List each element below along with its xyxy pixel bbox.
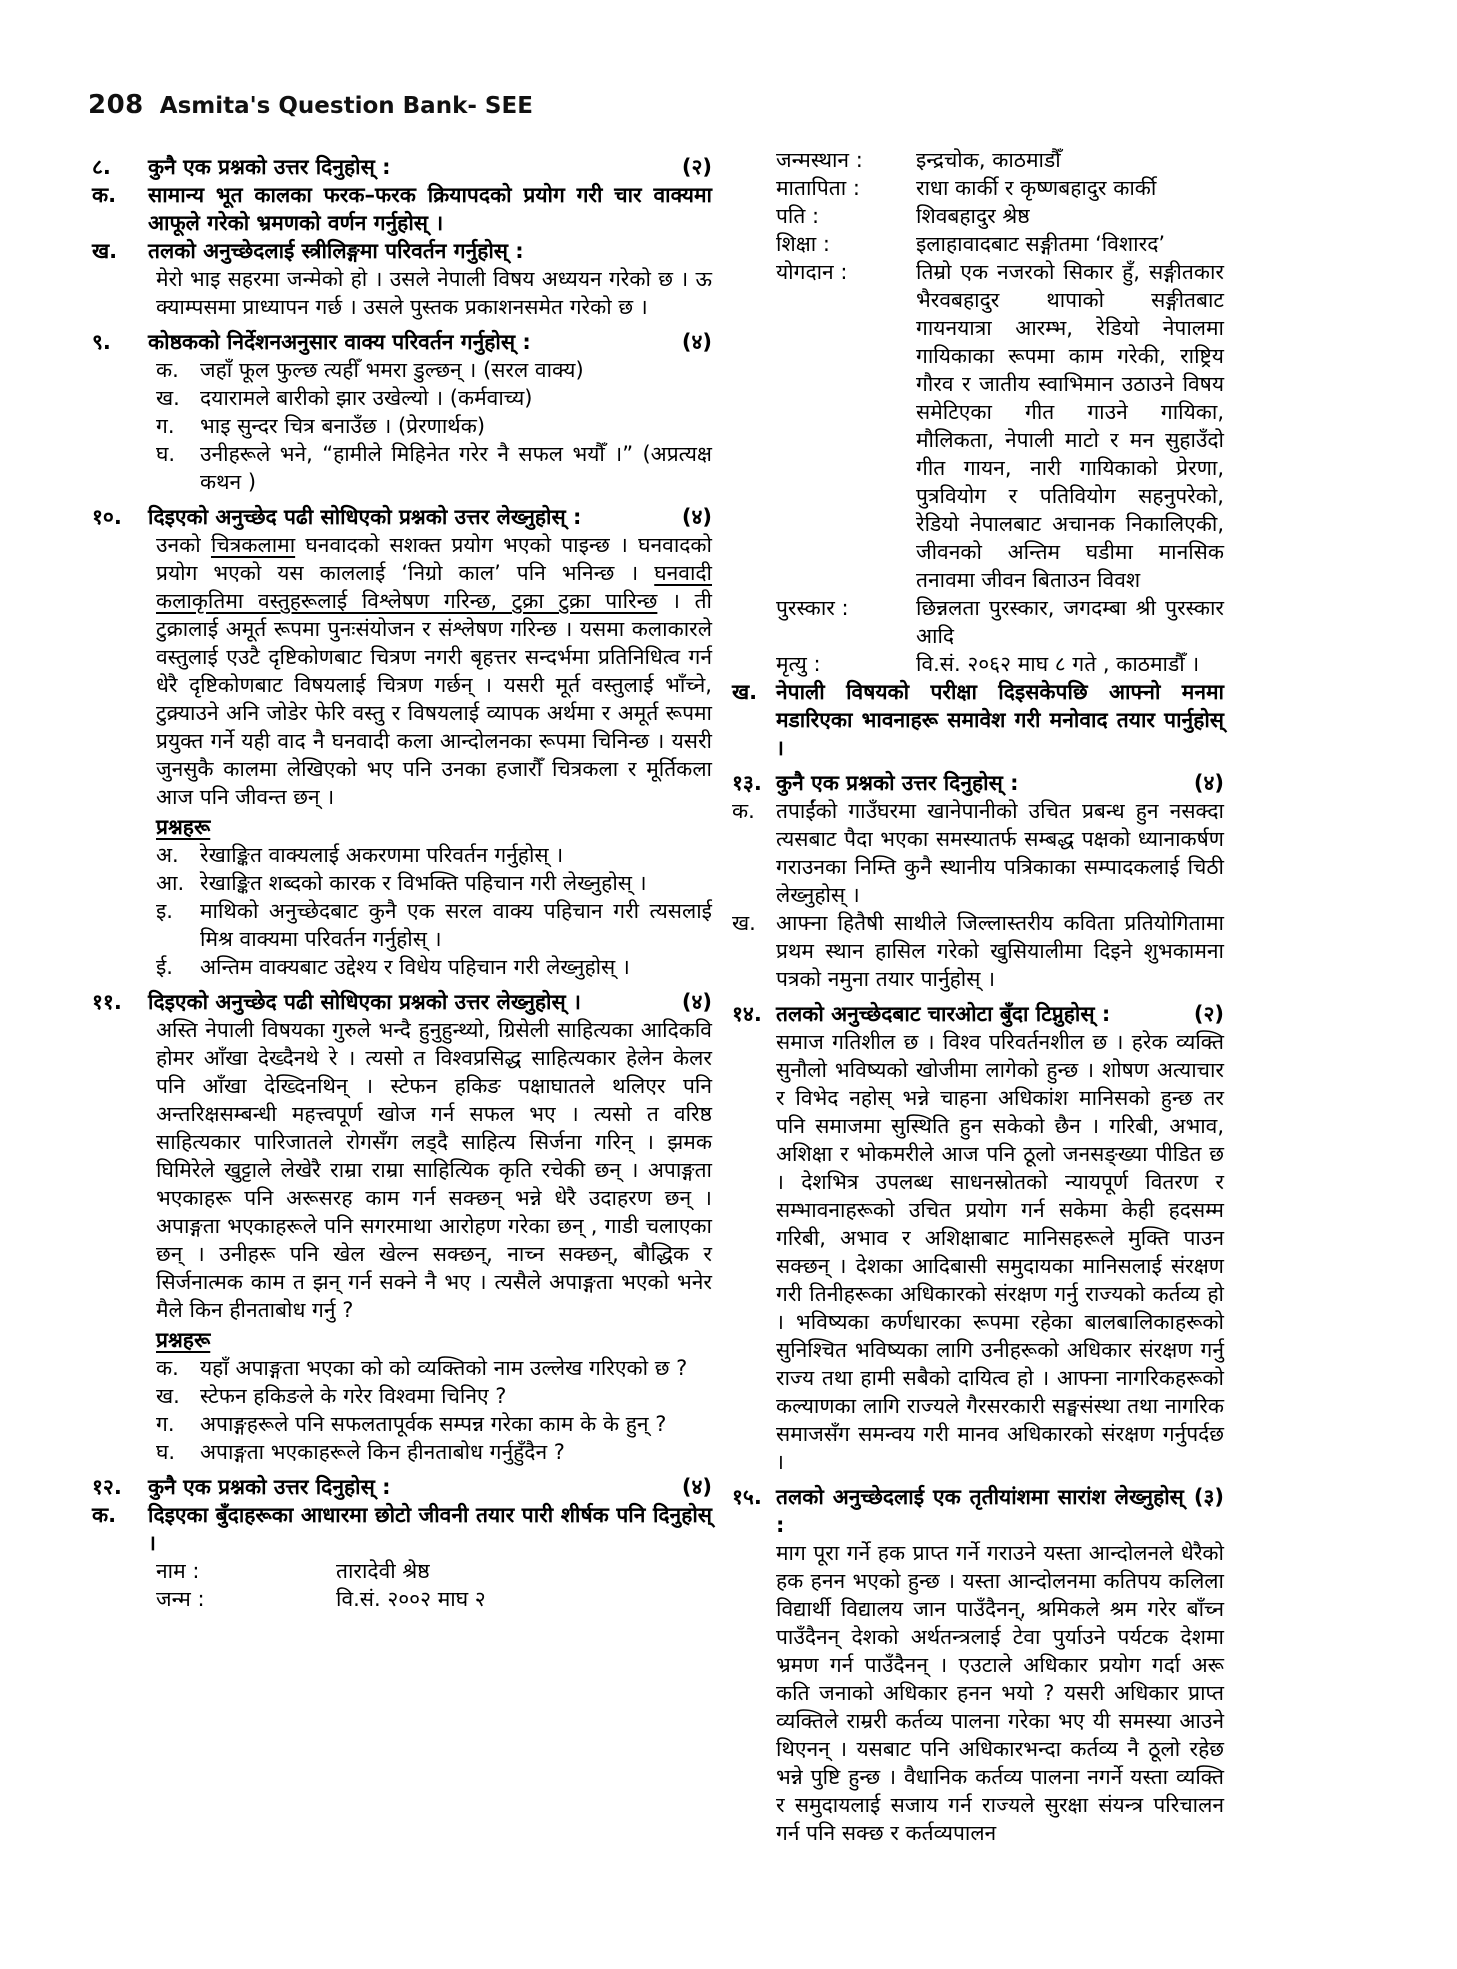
item-text: तलको अनुच्छेदलाई स्त्रीलिङ्गमा परिवर्तन गर्नुहोस् : (148, 239, 524, 263)
question-heading (730, 769, 1224, 797)
item-text: उनीहरूले भने, “हामीले मिहिनेत गरेर नै सफल भयौँ ।” (अप्रत्यक्ष कथन ) (200, 442, 712, 494)
page-header (0, 0, 1457, 120)
question-marks: (४) (681, 990, 712, 1014)
alt-question (84, 181, 712, 237)
bio-label: पति : (776, 204, 820, 228)
bio-value: छिन्नलता पुरस्कार, जगदम्बा श्री पुरस्कार आदि (916, 596, 1224, 648)
item-text: अपाङ्गहरूले पनि सफलतापूर्वक सम्पन्न गरेका काम के के हुन् ? (200, 1412, 667, 1436)
question-marks: (३) (1193, 1485, 1224, 1509)
question-number: १०. (92, 505, 122, 529)
item-label: ई. (156, 955, 173, 979)
question-title: कोष्ठकको निर्देशनअनुसार वाक्य परिवर्तन गर्नुहोस् : (148, 330, 531, 354)
bio-value: वि.सं. २०६२ माघ ८ गते , काठमाडौँ । (916, 652, 1200, 676)
item-label: घ. (156, 442, 176, 466)
page-number: 208 (88, 90, 144, 120)
bio-row (776, 230, 1224, 258)
bio-label: जन्म : (156, 1587, 205, 1611)
question-title: तलको अनुच्छेदबाट चारओटा बुँदा टिप्नुहोस् : (776, 1002, 1111, 1026)
left-column (84, 146, 712, 1613)
question-number: ९. (92, 330, 111, 354)
bio-label: मृत्यु : (776, 652, 821, 676)
question-heading (730, 1483, 1224, 1539)
passage-text: मेरो भाइ सहरमा जन्मेको हो । उसले नेपाली विषय अध्ययन गरेको छ । ऊ क्याम्पसमा प्राध्यापन गर्छ । उसले पुस्तक प्रकाशनसमेत गरेको छ । (156, 267, 712, 319)
item-label: ग. (156, 414, 175, 438)
item-label: क. (156, 358, 179, 382)
question-marks: (२) (681, 155, 712, 179)
item-text: भाइ सुन्दर चित्र बनाउँछ । (प्रेरणार्थक) (200, 414, 486, 438)
sub-question (156, 356, 712, 384)
question-heading (84, 153, 712, 181)
passage-text: समाज गतिशील छ । विश्व परिवर्तनशील छ । हरेक व्यक्ति सुनौलो भविष्यको खोजीमा लागेको हुन्छ । शोषण अत्याचार र विभेद नहोस् भन्ने चाहना अधिकांश मानिसको हुन्छ तर पनि समाजमा सुस्थिति हुन सकेको छैन । गरिबी, अभाव, अशिक्षा र भोकमरीले आज पनि ठूलो जनसङ्ख्या पीडित छ । देशभित्र उपलब्ध साधनस्रोतको न्यायपूर्ण वितरण र सम्भावनाहरूको उचित प्रयोग गर्न सकेमा केही हदसम्म गरिबी, अभाव र अशिक्षाबाट मानिसहरूले मुक्ति पाउन सक्छन् । देशका आदिबासी समुदायका मानिसलाई संरक्षण गरी तिनीहरूका अधिकारको संरक्षण गर्नु राज्यको कर्तव्य हो । भविष्यका कर्णधारका रूपमा रहेका बालबालिकाहरूको सुनिश्चित भविष्यका लागि उनीहरूको अधिकार संरक्षण गर्नु राज्य तथा हामी सबैको दायित्व हो । आफ्ना नागरिकहरूको कल्याणका लागि राज्यले गैरसरकारी सङ्घसंस्था तथा नागरिक समाजसँग समन्वय गरी मानव अधिकारको संरक्षण गर्नुपर्दछ । (776, 1030, 1224, 1474)
book-title: Asmita's Question Bank- SEE (159, 93, 533, 119)
questions-label: प्रश्नहरू (156, 815, 211, 839)
item-text: दिइएका बुँदाहरूका आधारमा छोटो जीवनी तयार पारी शीर्षक पनि दिनुहोस् । (148, 1503, 712, 1555)
item-text: जहाँ फूल फुल्छ त्यहीँ भमरा डुल्छन् । (सरल वाक्य) (200, 358, 584, 382)
question-marks: (४) (681, 1475, 712, 1499)
passage (776, 1539, 1224, 1847)
bio-label: मातापिता : (776, 176, 860, 200)
question-marks: (२) (1193, 1002, 1224, 1026)
bio-value: इलाहावादबाट सङ्गीतमा ‘विशारद’ (916, 232, 1166, 256)
item-text: यहाँ अपाङ्गता भएका को को व्यक्तिको नाम उल्लेख गरिएको छ ? (200, 1356, 688, 1380)
item-label: ख. (156, 386, 180, 410)
passage-text: अस्ति नेपाली विषयका गुरुले भन्दै हुनुहुन्थ्यो, ग्रिसेली साहित्यका आदिकवि होमर आँखा देख्दैनथे रे । त्यसो त विश्वप्रसिद्ध साहित्यकार हेलेन केलर पनि आँखा देख्दिनथिन् । स्टेफन हकिङ पक्षाघातले थलिएर पनि अन्तरिक्षसम्बन्धी महत्त्वपूर्ण खोज गर्न सफल भए । त्यसो त वरिष्ठ साहित्यकार पारिजातले रोगसँग लड्दै साहित्य सिर्जना गरिन् । झमक घिमिरेले खुट्टाले लेखेरै राम्रा राम्रा साहित्यिक कृति रचेकी छन् । अपाङ्गता भएकाहरू पनि अरूसरह काम गर्न सक्छन् भन्ने धेरै उदाहरण छन् । अपाङ्गता भएकाहरूले पनि सगरमाथा आरोहण गरेका छन् , गाडी चलाएका छन् । उनीहरू पनि खेल खेल्न सक्छन्, नाच्न सक्छन्, बौद्धिक र सिर्जनात्मक काम त झन् गर्न सक्ने नै भए । त्यसैले अपाङ्गता भएको भनेर मैले किन हीनताबोध गर्नु ? (156, 1018, 712, 1322)
item-label: ख. (732, 911, 756, 935)
bio-row (156, 1557, 712, 1585)
question-number: ११. (92, 990, 122, 1014)
item-label: अ. (156, 843, 179, 867)
bio-row (776, 258, 1224, 594)
item-text: अपाङ्गता भएकाहरूले किन हीनताबोध गर्नुहुँदैन ? (200, 1440, 565, 1464)
alt-question (84, 1501, 712, 1557)
bio-value: राधा कार्की र कृष्णबहादुर कार्की (916, 176, 1157, 200)
question-heading (730, 1000, 1224, 1028)
question-title: कुनै एक प्रश्नको उत्तर दिनुहोस् : (148, 1475, 391, 1499)
item-text: तपाईंको गाउँघरमा खानेपानीको उचित प्रबन्ध हुन नसक्दा त्यसबाट पैदा भएका समस्यातर्फ सम्बद्ध पक्षको ध्यानाकर्षण गराउनका निम्ति कुनै स्थानीय पत्रिकाका सम्पादकलाई चिठी लेख्नुहोस् । (776, 799, 1224, 907)
question-title: कुनै एक प्रश्नको उत्तर दिनुहोस् : (776, 771, 1019, 795)
bio-value: तिम्रो एक नजरको सिकार हुँ, सङ्गीतकार भैरवबहादुर थापाको सङ्गीतबाट गायनयात्रा आरम्भ, रेडियो नेपालमा गायिकाका रूपमा काम गरेकी, राष्ट्रिय गौरव र जातीय स्वाभिमान उठाउने विषय समेटिएका गीत गाउने गायिका, मौलिकता, नेपाली माटो र मन सुहाउँदो गीत गायन, नारी गायिकाको प्रेरणा, पुत्रवियोग र पतिवियोग सहनुपरेको, रेडियो नेपालबाट अचानक निकालिएकी, जीवनको अन्तिम घडीमा मानसिक तनावमा जीवन बिताउन विवश (916, 260, 1224, 592)
sub-question (156, 384, 712, 412)
item-text: दयारामले बारीको झार उखेल्यो । (कर्मवाच्य) (200, 386, 533, 410)
sub-question (156, 897, 712, 953)
passage (776, 1028, 1224, 1476)
bio-label: शिक्षा : (776, 232, 830, 256)
item-text: अन्तिम वाक्यबाट उद्देश्य र विधेय पहिचान गरी लेख्नुहोस् । (200, 955, 630, 979)
item-label: क. (732, 799, 755, 823)
bio-row (776, 146, 1224, 174)
item-label: ख. (92, 239, 118, 263)
sub-question (730, 909, 1224, 993)
item-text: माथिको अनुच्छेदबाट कुनै एक सरल वाक्य पहिचान गरी त्यसलाई मिश्र वाक्यमा परिवर्तन गर्नुहोस् । (200, 899, 712, 951)
two-column-layout (0, 146, 1457, 1847)
question-heading (84, 988, 712, 1016)
question-marks: (४) (1193, 771, 1224, 795)
sub-question (156, 953, 712, 981)
item-label: क. (92, 183, 117, 207)
bio-value: शिवबहादुर श्रेष्ठ (916, 204, 1030, 228)
question-number: १५. (732, 1485, 762, 1509)
bio-row (776, 202, 1224, 230)
alt-question (84, 237, 712, 265)
underlined-text: चित्रकलामा (210, 533, 296, 557)
bio-row (156, 1585, 712, 1613)
item-text: स्टेफन हकिङले के गरेर विश्वमा चिनिए ? (200, 1384, 507, 1408)
question-heading (84, 503, 712, 531)
alt-question (730, 678, 1224, 762)
item-label: घ. (156, 1440, 176, 1464)
passage (156, 265, 712, 321)
item-label: क. (156, 1356, 179, 1380)
bio-value: तारादेवी श्रेष्ठ (336, 1559, 430, 1583)
item-label: क. (92, 1503, 117, 1527)
item-label: इ. (156, 899, 173, 923)
bio-row (776, 650, 1224, 678)
item-label: ग. (156, 1412, 175, 1436)
passage (156, 1016, 712, 1324)
sub-question (156, 869, 712, 897)
sub-question (156, 1354, 712, 1382)
bio-value: वि.सं. २००२ माघ २ (336, 1587, 486, 1611)
question-title: कुनै एक प्रश्नको उत्तर दिनुहोस् : (148, 155, 391, 179)
passage-text: घनवादको सशक्त प्रयोग भएको पाइन्छ । घनवादको प्रयोग भएको यस काललाई ‘निग्रो काल’ पनि भनिन्छ । (156, 533, 712, 585)
question-number: १४. (732, 1002, 762, 1026)
sub-question (156, 412, 712, 440)
item-label: आ. (156, 871, 185, 895)
sub-question (156, 1382, 712, 1410)
bio-label: योगदान : (776, 260, 848, 284)
item-text: आफ्ना हितैषी साथीले जिल्लास्तरीय कविता प्रतियोगितामा प्रथम स्थान हासिल गरेको खुसियालीमा दिइने शुभकामना पत्रको नमुना तयार पार्नुहोस् । (776, 911, 1224, 991)
bio-label: जन्मस्थान : (776, 148, 863, 172)
questions-label: प्रश्नहरू (156, 1328, 211, 1352)
question-number: १२. (92, 1475, 122, 1499)
item-text: सामान्य भूत कालका फरक–फरक क्रियापदको प्रयोग गरी चार वाक्यमा आफूले गरेको भ्रमणको वर्णन गर्नुहोस् । (148, 183, 712, 235)
bio-label: पुरस्कार : (776, 596, 849, 620)
passage-text: । ती टुक्रालाई अमूर्त रूपमा पुनःसंयोजन र संश्लेषण गरिन्छ । यसमा कलाकारले वस्तुलाई एउटै दृष्टिकोणबाट चित्रण नगरी बृहत्तर सन्दर्भमा प्रतिनिधित्व गर्न धेरै दृष्टिकोणबाट विषयलाई चित्रण गर्छन् । यसरी मूर्त वस्तुलाई भाँच्ने, टुक्र्याउने अनि जोडेर फेरि वस्तु र विषयलाई व्यापक अर्थमा र अमूर्त रूपमा प्रयुक्त गर्ने यही वाद नै घनवादी कला आन्दोलनका रूपमा चिनिन्छ । यसरी जुनसुकै कालमा लेखिएको भए पनि उनका हजारौँ चित्रकला र मूर्तिकला आज पनि जीवन्त छन् । (156, 589, 712, 809)
sub-question (730, 797, 1224, 909)
item-text: रेखाङ्कित वाक्यलाई अकरणमा परिवर्तन गर्नुहोस् । (200, 843, 564, 867)
question-marks: (४) (681, 330, 712, 354)
underlined-text: घनवादी कलाकृतिमा वस्तुहरूलाई विश्लेषण गरिन्छ, टुक्रा टुक्रा पारिन्छ (156, 561, 712, 613)
sub-question (156, 1438, 712, 1466)
item-text: नेपाली विषयको परीक्षा दिइसकेपछि आफ्नो मनमा मडारिएका भावनाहरू समावेश गरी मनोवाद तयार पार्नुहोस् । (776, 680, 1224, 760)
item-text: रेखाङ्कित शब्दको कारक र विभक्ति पहिचान गरी लेख्नुहोस् । (200, 871, 647, 895)
right-column (730, 146, 1224, 1847)
question-title: दिइएको अनुच्छेद पढी सोधिएका प्रश्नको उत्तर लेख्नुहोस् । (148, 990, 581, 1014)
bio-label: नाम : (156, 1559, 200, 1583)
sub-question (156, 440, 712, 496)
item-label: ख. (732, 680, 758, 704)
passage-text: माग पूरा गर्ने हक प्राप्त गर्ने गराउने यस्ता आन्दोलनले धेरैको हक हनन भएको हुन्छ । यस्ता आन्दोलनमा कतिपय कलिला विद्यार्थी विद्यालय जान पाउँदैनन्, श्रमिकले श्रम गरेर बाँच्न पाउँदैनन् देशको अर्थतन्त्रलाई टेवा पुर्याउने पर्यटक देशमा भ्रमण गर्न पाउँदैनन् । एउटाले अधिकार प्रयोग गर्दा अरू कति जनाको अधिकार हनन भयो ? यसरी अधिकार प्राप्त व्यक्तिले राम्ररी कर्तव्य पालना गरेका भए यी समस्या आउने थिएनन् । यसबाट पनि अधिकारभन्दा कर्तव्य नै ठूलो रहेछ भन्ने पुष्टि हुन्छ । वैधानिक कर्तव्य पालना नगर्ने यस्ता व्यक्ति र समुदायलाई सजाय गर्न राज्यले सुरक्षा संयन्त्र परिचालन गर्न पनि सक्छ र कर्तव्यपालन (776, 1541, 1224, 1845)
question-heading (84, 1473, 712, 1501)
sub-question (156, 1410, 712, 1438)
item-label: ख. (156, 1384, 180, 1408)
sub-question (156, 841, 712, 869)
question-title: दिइएको अनुच्छेद पढी सोधिएको प्रश्नको उत्तर लेख्नुहोस् : (148, 505, 582, 529)
question-title: तलको अनुच्छेदलाई एक तृतीयांशमा सारांश लेख्नुहोस् : (776, 1485, 1184, 1537)
question-heading (84, 328, 712, 356)
question-number: १३. (732, 771, 762, 795)
passage-text: उनको (156, 533, 211, 557)
bio-value: इन्द्रचोक, काठमाडौँ (916, 148, 1061, 172)
bio-row (776, 174, 1224, 202)
bio-row (776, 594, 1224, 650)
passage (156, 531, 712, 811)
question-marks: (४) (681, 505, 712, 529)
question-number: ८. (92, 155, 111, 179)
